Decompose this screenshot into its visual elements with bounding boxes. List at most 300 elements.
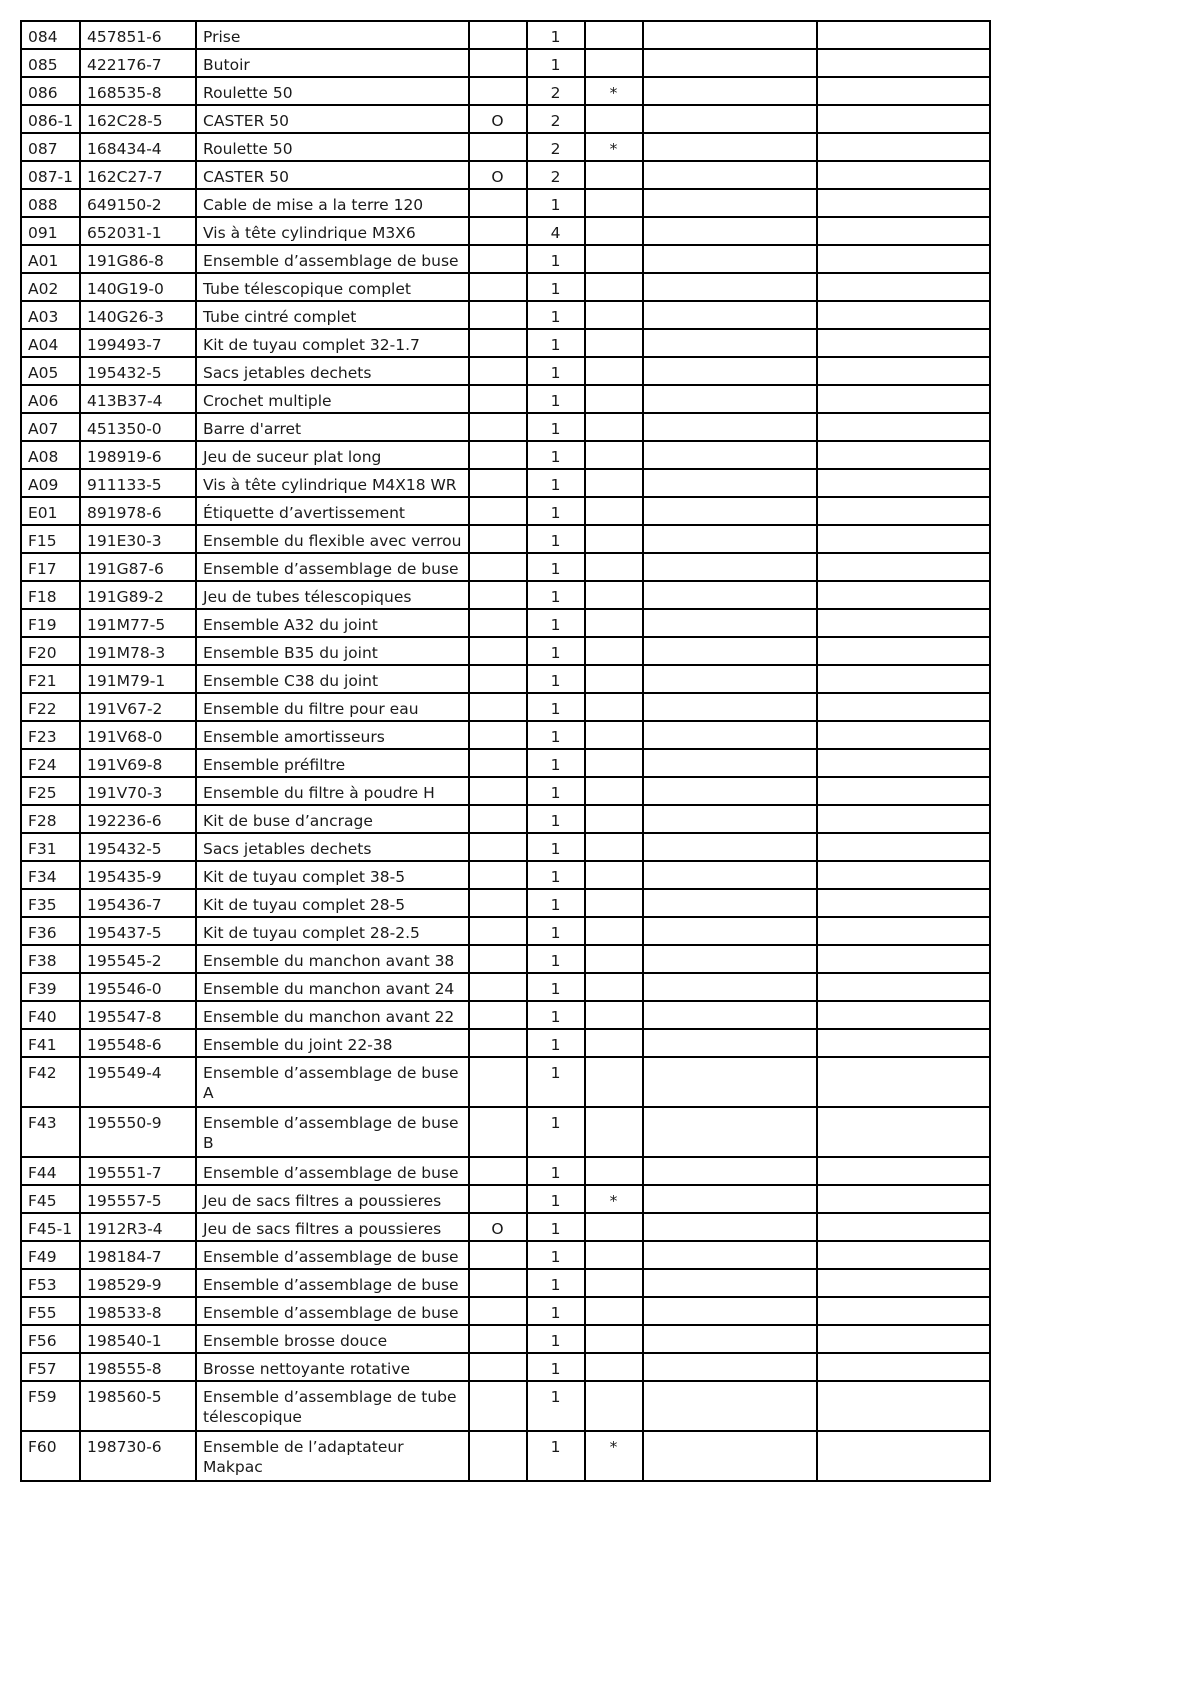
option-cell (469, 777, 527, 805)
option-cell (469, 1185, 527, 1213)
ref-cell: F15 (21, 525, 80, 553)
blank-cell (643, 1057, 817, 1107)
ref-cell: F55 (21, 1297, 80, 1325)
quantity-cell: 1 (527, 805, 585, 833)
option-cell (469, 945, 527, 973)
blank-cell (817, 301, 990, 329)
blank-cell (643, 945, 817, 973)
part-number-cell: 195548-6 (80, 1029, 196, 1057)
table-row (21, 329, 990, 357)
part-number-cell: 451350-0 (80, 413, 196, 441)
part-number-cell: 199493-7 (80, 329, 196, 357)
description-cell: Ensemble B35 du joint (196, 637, 468, 665)
ref-cell: F34 (21, 861, 80, 889)
blank-cell (817, 273, 990, 301)
quantity-cell: 1 (527, 1107, 585, 1157)
blank-cell (643, 1325, 817, 1353)
blank-cell (817, 1029, 990, 1057)
table-row (21, 777, 990, 805)
description-cell: Ensemble C38 du joint (196, 665, 468, 693)
blank-cell (643, 973, 817, 1001)
note-mark-cell (585, 777, 643, 805)
option-cell: O (469, 161, 527, 189)
description-cell: Cable de mise a la terre 120 (196, 189, 468, 217)
quantity-cell: 1 (527, 497, 585, 525)
description-cell: Roulette 50 (196, 133, 468, 161)
blank-cell (817, 329, 990, 357)
quantity-cell: 1 (527, 1157, 585, 1185)
blank-cell (817, 497, 990, 525)
quantity-cell: 2 (527, 133, 585, 161)
ref-cell: 087-1 (21, 161, 80, 189)
part-number-cell: 198730-6 (80, 1431, 196, 1481)
blank-cell (817, 749, 990, 777)
blank-cell (643, 805, 817, 833)
part-number-cell: 195436-7 (80, 889, 196, 917)
ref-cell: A08 (21, 441, 80, 469)
part-number-cell: 911133-5 (80, 469, 196, 497)
quantity-cell: 1 (527, 665, 585, 693)
quantity-cell: 2 (527, 161, 585, 189)
blank-cell (817, 1431, 990, 1481)
quantity-cell: 1 (527, 1269, 585, 1297)
note-mark-cell (585, 861, 643, 889)
quantity-cell: 2 (527, 105, 585, 133)
quantity-cell: 1 (527, 441, 585, 469)
part-number-cell: 195550-9 (80, 1107, 196, 1157)
ref-cell: 086-1 (21, 105, 80, 133)
description-cell: Kit de tuyau complet 32-1.7 (196, 329, 468, 357)
blank-cell (643, 1241, 817, 1269)
ref-cell: F21 (21, 665, 80, 693)
part-number-cell: 891978-6 (80, 497, 196, 525)
blank-cell (643, 553, 817, 581)
blank-cell (643, 273, 817, 301)
blank-cell (817, 1213, 990, 1241)
note-mark-cell (585, 609, 643, 637)
option-cell (469, 49, 527, 77)
blank-cell (817, 945, 990, 973)
description-cell: Brosse nettoyante rotative (196, 1353, 468, 1381)
quantity-cell: 1 (527, 245, 585, 273)
part-number-cell: 413B37-4 (80, 385, 196, 413)
ref-cell: F53 (21, 1269, 80, 1297)
note-mark-cell (585, 1297, 643, 1325)
note-mark-cell: * (585, 77, 643, 105)
description-cell: Ensemble préfiltre (196, 749, 468, 777)
blank-cell (817, 469, 990, 497)
table-row (21, 385, 990, 413)
blank-cell (643, 1157, 817, 1185)
table-row (21, 497, 990, 525)
ref-cell: F56 (21, 1325, 80, 1353)
option-cell (469, 77, 527, 105)
blank-cell (817, 21, 990, 49)
part-number-cell: 195435-9 (80, 861, 196, 889)
quantity-cell: 1 (527, 721, 585, 749)
part-number-cell: 198533-8 (80, 1297, 196, 1325)
option-cell (469, 1269, 527, 1297)
table-row (21, 945, 990, 973)
note-mark-cell (585, 49, 643, 77)
option-cell (469, 917, 527, 945)
blank-cell (817, 105, 990, 133)
blank-cell (643, 1029, 817, 1057)
quantity-cell: 1 (527, 637, 585, 665)
blank-cell (643, 329, 817, 357)
part-number-cell: 195557-5 (80, 1185, 196, 1213)
quantity-cell: 1 (527, 329, 585, 357)
table-row (21, 105, 990, 133)
quantity-cell: 1 (527, 273, 585, 301)
quantity-cell: 1 (527, 301, 585, 329)
ref-cell: A05 (21, 357, 80, 385)
blank-cell (643, 245, 817, 273)
description-cell: Crochet multiple (196, 385, 468, 413)
part-number-cell: 457851-6 (80, 21, 196, 49)
blank-cell (817, 133, 990, 161)
ref-cell: 087 (21, 133, 80, 161)
note-mark-cell (585, 1029, 643, 1057)
blank-cell (643, 413, 817, 441)
quantity-cell: 1 (527, 609, 585, 637)
option-cell (469, 1157, 527, 1185)
quantity-cell: 1 (527, 469, 585, 497)
part-number-cell: 168535-8 (80, 77, 196, 105)
note-mark-cell (585, 357, 643, 385)
blank-cell (817, 917, 990, 945)
option-cell: O (469, 1213, 527, 1241)
table-row (21, 245, 990, 273)
ref-cell: A09 (21, 469, 80, 497)
table-row (21, 1381, 990, 1431)
table-row (21, 1157, 990, 1185)
blank-cell (817, 217, 990, 245)
ref-cell: F39 (21, 973, 80, 1001)
description-cell: Kit de tuyau complet 28-2.5 (196, 917, 468, 945)
description-cell: Ensemble du manchon avant 24 (196, 973, 468, 1001)
blank-cell (643, 189, 817, 217)
note-mark-cell (585, 1241, 643, 1269)
description-cell: Sacs jetables dechets (196, 357, 468, 385)
blank-cell (817, 637, 990, 665)
quantity-cell: 1 (527, 1297, 585, 1325)
quantity-cell: 4 (527, 217, 585, 245)
table-row (21, 273, 990, 301)
option-cell (469, 1325, 527, 1353)
quantity-cell: 1 (527, 777, 585, 805)
blank-cell (817, 1107, 990, 1157)
table-row (21, 441, 990, 469)
blank-cell (643, 861, 817, 889)
description-cell: Jeu de suceur plat long (196, 441, 468, 469)
table-row (21, 1325, 990, 1353)
option-cell (469, 1381, 527, 1431)
part-number-cell: 195432-5 (80, 833, 196, 861)
option-cell (469, 497, 527, 525)
blank-cell (643, 693, 817, 721)
description-cell: Ensemble d’assemblage de buse (196, 1157, 468, 1185)
quantity-cell: 1 (527, 973, 585, 1001)
blank-cell (817, 777, 990, 805)
table-row (21, 189, 990, 217)
part-number-cell: 191M78-3 (80, 637, 196, 665)
option-cell (469, 301, 527, 329)
blank-cell (643, 889, 817, 917)
blank-cell (817, 413, 990, 441)
note-mark-cell: * (585, 133, 643, 161)
ref-cell: F57 (21, 1353, 80, 1381)
note-mark-cell (585, 189, 643, 217)
description-cell: Ensemble d’assemblage de buse (196, 1297, 468, 1325)
option-cell (469, 1107, 527, 1157)
table-row (21, 1107, 990, 1157)
blank-cell (643, 777, 817, 805)
table-row (21, 833, 990, 861)
note-mark-cell (585, 665, 643, 693)
blank-cell (643, 525, 817, 553)
note-mark-cell (585, 161, 643, 189)
part-number-cell: 195547-8 (80, 1001, 196, 1029)
blank-cell (643, 21, 817, 49)
ref-cell: 085 (21, 49, 80, 77)
note-mark-cell (585, 1269, 643, 1297)
option-cell (469, 749, 527, 777)
part-number-cell: 195546-0 (80, 973, 196, 1001)
note-mark-cell (585, 245, 643, 273)
option-cell (469, 973, 527, 1001)
blank-cell (643, 77, 817, 105)
blank-cell (643, 1297, 817, 1325)
table-row (21, 973, 990, 1001)
part-number-cell: 195437-5 (80, 917, 196, 945)
table-row (21, 749, 990, 777)
note-mark-cell (585, 833, 643, 861)
quantity-cell: 1 (527, 1353, 585, 1381)
blank-cell (817, 1353, 990, 1381)
ref-cell: F44 (21, 1157, 80, 1185)
description-cell: Vis à tête cylindrique M4X18 WR (196, 469, 468, 497)
description-cell: Barre d'arret (196, 413, 468, 441)
table-row (21, 581, 990, 609)
quantity-cell: 2 (527, 77, 585, 105)
blank-cell (817, 189, 990, 217)
blank-cell (643, 637, 817, 665)
quantity-cell: 1 (527, 1325, 585, 1353)
option-cell: O (469, 105, 527, 133)
blank-cell (643, 749, 817, 777)
quantity-cell: 1 (527, 833, 585, 861)
quantity-cell: 1 (527, 917, 585, 945)
table-row (21, 1431, 990, 1481)
table-row (21, 889, 990, 917)
quantity-cell: 1 (527, 385, 585, 413)
description-cell: Butoir (196, 49, 468, 77)
blank-cell (643, 833, 817, 861)
ref-cell: F20 (21, 637, 80, 665)
option-cell (469, 245, 527, 273)
part-number-cell: 652031-1 (80, 217, 196, 245)
blank-cell (817, 721, 990, 749)
quantity-cell: 1 (527, 49, 585, 77)
table-row (21, 469, 990, 497)
option-cell (469, 805, 527, 833)
blank-cell (817, 805, 990, 833)
table-row (21, 1297, 990, 1325)
note-mark-cell (585, 1157, 643, 1185)
ref-cell: F23 (21, 721, 80, 749)
ref-cell: F35 (21, 889, 80, 917)
description-cell: Ensemble du manchon avant 38 (196, 945, 468, 973)
parts-table (20, 20, 991, 1482)
description-cell: Vis à tête cylindrique M3X6 (196, 217, 468, 245)
ref-cell: 084 (21, 21, 80, 49)
description-cell: Ensemble d’assemblage de buse (196, 1241, 468, 1269)
description-cell: Ensemble du filtre à poudre H (196, 777, 468, 805)
blank-cell (643, 217, 817, 245)
blank-cell (817, 665, 990, 693)
note-mark-cell (585, 1381, 643, 1431)
part-number-cell: 191G86-8 (80, 245, 196, 273)
part-number-cell: 422176-7 (80, 49, 196, 77)
ref-cell: F41 (21, 1029, 80, 1057)
blank-cell (817, 77, 990, 105)
description-cell: Jeu de sacs filtres a poussieres (196, 1185, 468, 1213)
quantity-cell: 1 (527, 581, 585, 609)
part-number-cell: 1912R3-4 (80, 1213, 196, 1241)
description-cell: Ensemble de l’adaptateur Makpac (196, 1431, 468, 1481)
part-number-cell: 195432-5 (80, 357, 196, 385)
blank-cell (817, 1241, 990, 1269)
quantity-cell: 1 (527, 21, 585, 49)
description-cell: Kit de tuyau complet 28-5 (196, 889, 468, 917)
quantity-cell: 1 (527, 1213, 585, 1241)
ref-cell: F40 (21, 1001, 80, 1029)
note-mark-cell (585, 1057, 643, 1107)
blank-cell (817, 1325, 990, 1353)
blank-cell (817, 1057, 990, 1107)
blank-cell (817, 385, 990, 413)
description-cell: Étiquette d’avertissement (196, 497, 468, 525)
blank-cell (817, 833, 990, 861)
description-cell: Ensemble du flexible avec verrou (196, 525, 468, 553)
part-number-cell: 191M79-1 (80, 665, 196, 693)
ref-cell: A03 (21, 301, 80, 329)
note-mark-cell (585, 637, 643, 665)
option-cell (469, 1431, 527, 1481)
description-cell: Ensemble d’assemblage de buse B (196, 1107, 468, 1157)
description-cell: Prise (196, 21, 468, 49)
part-number-cell: 191G87-6 (80, 553, 196, 581)
description-cell: Tube cintré complet (196, 301, 468, 329)
description-cell: Jeu de tubes télescopiques (196, 581, 468, 609)
option-cell (469, 637, 527, 665)
note-mark-cell (585, 581, 643, 609)
quantity-cell: 1 (527, 1029, 585, 1057)
note-mark-cell (585, 413, 643, 441)
description-cell: Ensemble d’assemblage de buse (196, 1269, 468, 1297)
quantity-cell: 1 (527, 189, 585, 217)
ref-cell: A04 (21, 329, 80, 357)
blank-cell (817, 49, 990, 77)
note-mark-cell (585, 1213, 643, 1241)
note-mark-cell (585, 21, 643, 49)
table-row (21, 217, 990, 245)
table-row (21, 1029, 990, 1057)
table-row (21, 413, 990, 441)
description-cell: Ensemble d’assemblage de tube télescopique (196, 1381, 468, 1431)
table-row (21, 861, 990, 889)
option-cell (469, 1241, 527, 1269)
description-cell: Tube télescopique complet (196, 273, 468, 301)
ref-cell: F45 (21, 1185, 80, 1213)
blank-cell (643, 665, 817, 693)
note-mark-cell (585, 1325, 643, 1353)
note-mark-cell (585, 693, 643, 721)
option-cell (469, 273, 527, 301)
note-mark-cell (585, 105, 643, 133)
option-cell (469, 553, 527, 581)
part-number-cell: 198919-6 (80, 441, 196, 469)
part-number-cell: 649150-2 (80, 189, 196, 217)
description-cell: CASTER 50 (196, 161, 468, 189)
option-cell (469, 581, 527, 609)
blank-cell (643, 917, 817, 945)
ref-cell: F60 (21, 1431, 80, 1481)
part-number-cell: 191V68-0 (80, 721, 196, 749)
note-mark-cell: * (585, 1185, 643, 1213)
part-number-cell: 198555-8 (80, 1353, 196, 1381)
ref-cell: 086 (21, 77, 80, 105)
ref-cell: F31 (21, 833, 80, 861)
table-row (21, 1001, 990, 1029)
ref-cell: 091 (21, 217, 80, 245)
table-row (21, 1269, 990, 1297)
parts-list-page (20, 20, 991, 1482)
blank-cell (643, 1431, 817, 1481)
blank-cell (817, 357, 990, 385)
blank-cell (643, 1185, 817, 1213)
part-number-cell: 198529-9 (80, 1269, 196, 1297)
part-number-cell: 191G89-2 (80, 581, 196, 609)
description-cell: Ensemble d’assemblage de buse (196, 553, 468, 581)
option-cell (469, 889, 527, 917)
blank-cell (643, 1381, 817, 1431)
ref-cell: A06 (21, 385, 80, 413)
table-row (21, 77, 990, 105)
ref-cell: F24 (21, 749, 80, 777)
note-mark-cell (585, 1001, 643, 1029)
description-cell: Jeu de sacs filtres a poussieres (196, 1213, 468, 1241)
option-cell (469, 217, 527, 245)
table-row (21, 1353, 990, 1381)
table-row (21, 133, 990, 161)
table-row (21, 609, 990, 637)
option-cell (469, 609, 527, 637)
description-cell: Kit de buse d’ancrage (196, 805, 468, 833)
blank-cell (643, 385, 817, 413)
option-cell (469, 1297, 527, 1325)
part-number-cell: 191V70-3 (80, 777, 196, 805)
blank-cell (817, 441, 990, 469)
quantity-cell: 1 (527, 1381, 585, 1431)
table-row (21, 693, 990, 721)
quantity-cell: 1 (527, 1241, 585, 1269)
blank-cell (643, 581, 817, 609)
ref-cell: F43 (21, 1107, 80, 1157)
ref-cell: A02 (21, 273, 80, 301)
note-mark-cell (585, 553, 643, 581)
